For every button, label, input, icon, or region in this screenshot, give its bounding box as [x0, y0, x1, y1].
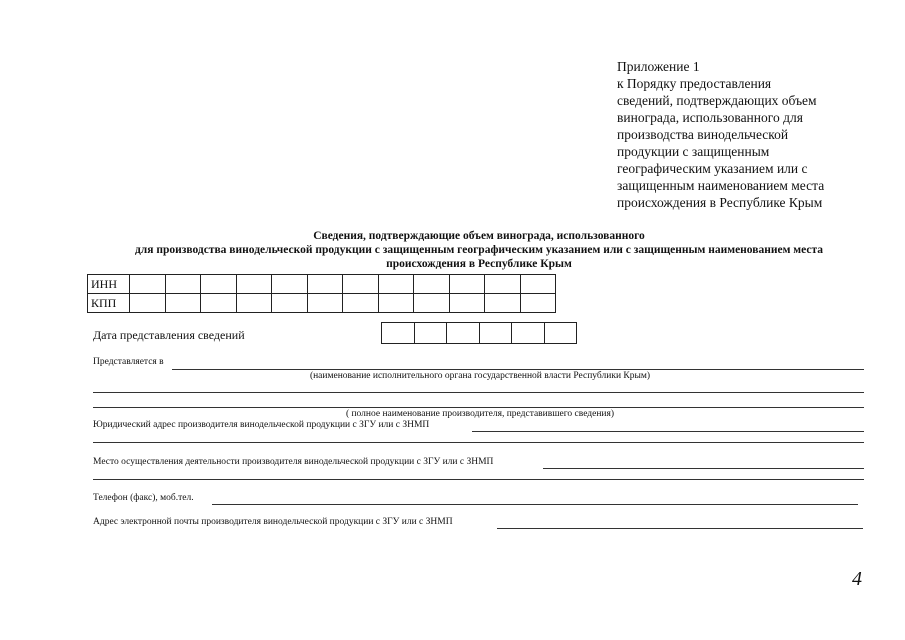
kpp-cell[interactable]: [165, 294, 201, 313]
kpp-cell[interactable]: [130, 294, 166, 313]
kpp-cell[interactable]: [201, 294, 237, 313]
kpp-cell[interactable]: [485, 294, 521, 313]
phone-line[interactable]: [212, 504, 858, 505]
legal-address-line-1[interactable]: [472, 431, 864, 432]
inn-cell[interactable]: [130, 275, 166, 294]
title-line-2: для производства винодельческой продукции с защищенным географическим указанием или с защищенным наименованием места: [134, 244, 824, 256]
kpp-row: [88, 294, 556, 313]
inn-cell[interactable]: [201, 275, 237, 294]
phone-label: Телефон (факс), моб.тел.: [93, 493, 194, 503]
date-cell[interactable]: [414, 323, 447, 344]
date-cell[interactable]: [447, 323, 480, 344]
inn-cell[interactable]: [343, 275, 379, 294]
inn-cell[interactable]: [449, 275, 485, 294]
document-title: [60, 229, 898, 271]
date-cell[interactable]: [382, 323, 415, 344]
inn-cell[interactable]: [307, 275, 343, 294]
date-grid: [381, 322, 577, 344]
kpp-label: КПП: [88, 294, 130, 313]
producer-line-1[interactable]: [93, 392, 864, 393]
legal-address-line-2[interactable]: [93, 442, 864, 443]
inn-cell[interactable]: [485, 275, 521, 294]
appendix-header: Приложение 1 к Порядку предоставления сведений, подтверждающих объем винограда, использованного для производства винодельческой продукции с защищенным географическим указанием или с защищенным наименованием места происхождения в Республике Крым: [617, 59, 825, 210]
date-cell[interactable]: [479, 323, 512, 344]
kpp-cell[interactable]: [236, 294, 272, 313]
inn-kpp-grid: [87, 274, 556, 313]
producer-hint: ( полное наименование производителя, представившего сведения): [345, 409, 615, 419]
submitted-to-line[interactable]: [172, 369, 864, 370]
email-line[interactable]: [497, 528, 863, 529]
legal-address-label: Юридический адрес производителя винодельческой продукции с ЗГУ или с ЗНМП: [93, 420, 430, 430]
kpp-cell[interactable]: [520, 294, 556, 313]
inn-cell[interactable]: [165, 275, 201, 294]
activity-place-line-1[interactable]: [543, 468, 864, 469]
date-cell[interactable]: [544, 323, 577, 344]
kpp-cell[interactable]: [449, 294, 485, 313]
activity-place-label: Место осуществления деятельности производителя винодельческой продукции с ЗГУ или с ЗНМП: [93, 457, 494, 467]
inn-cell[interactable]: [236, 275, 272, 294]
title-line-1: Сведения, подтверждающие объем винограда, использованного: [313, 230, 645, 242]
inn-cell[interactable]: [414, 275, 450, 294]
inn-cell[interactable]: [520, 275, 556, 294]
activity-place-line-2[interactable]: [93, 479, 864, 480]
title-line-3: происхождения в Республике Крым: [386, 258, 572, 270]
date-cell[interactable]: [512, 323, 545, 344]
page-number: 4: [852, 568, 862, 590]
email-label: Адрес электронной почты производителя винодельческой продукции с ЗГУ или с ЗНМП: [93, 517, 453, 527]
submitted-to-label: Представляется в: [93, 357, 164, 367]
kpp-cell[interactable]: [307, 294, 343, 313]
kpp-cell[interactable]: [272, 294, 308, 313]
date-label: Дата представления сведений: [93, 328, 245, 342]
kpp-cell[interactable]: [378, 294, 414, 313]
inn-label: ИНН: [88, 275, 130, 294]
inn-cell[interactable]: [378, 275, 414, 294]
submitted-to-hint: (наименование исполнительного органа государственной власти Республики Крым): [309, 371, 651, 381]
inn-cell[interactable]: [272, 275, 308, 294]
kpp-cell[interactable]: [414, 294, 450, 313]
inn-row: [88, 275, 556, 294]
kpp-cell[interactable]: [343, 294, 379, 313]
producer-line-2[interactable]: [93, 407, 864, 408]
